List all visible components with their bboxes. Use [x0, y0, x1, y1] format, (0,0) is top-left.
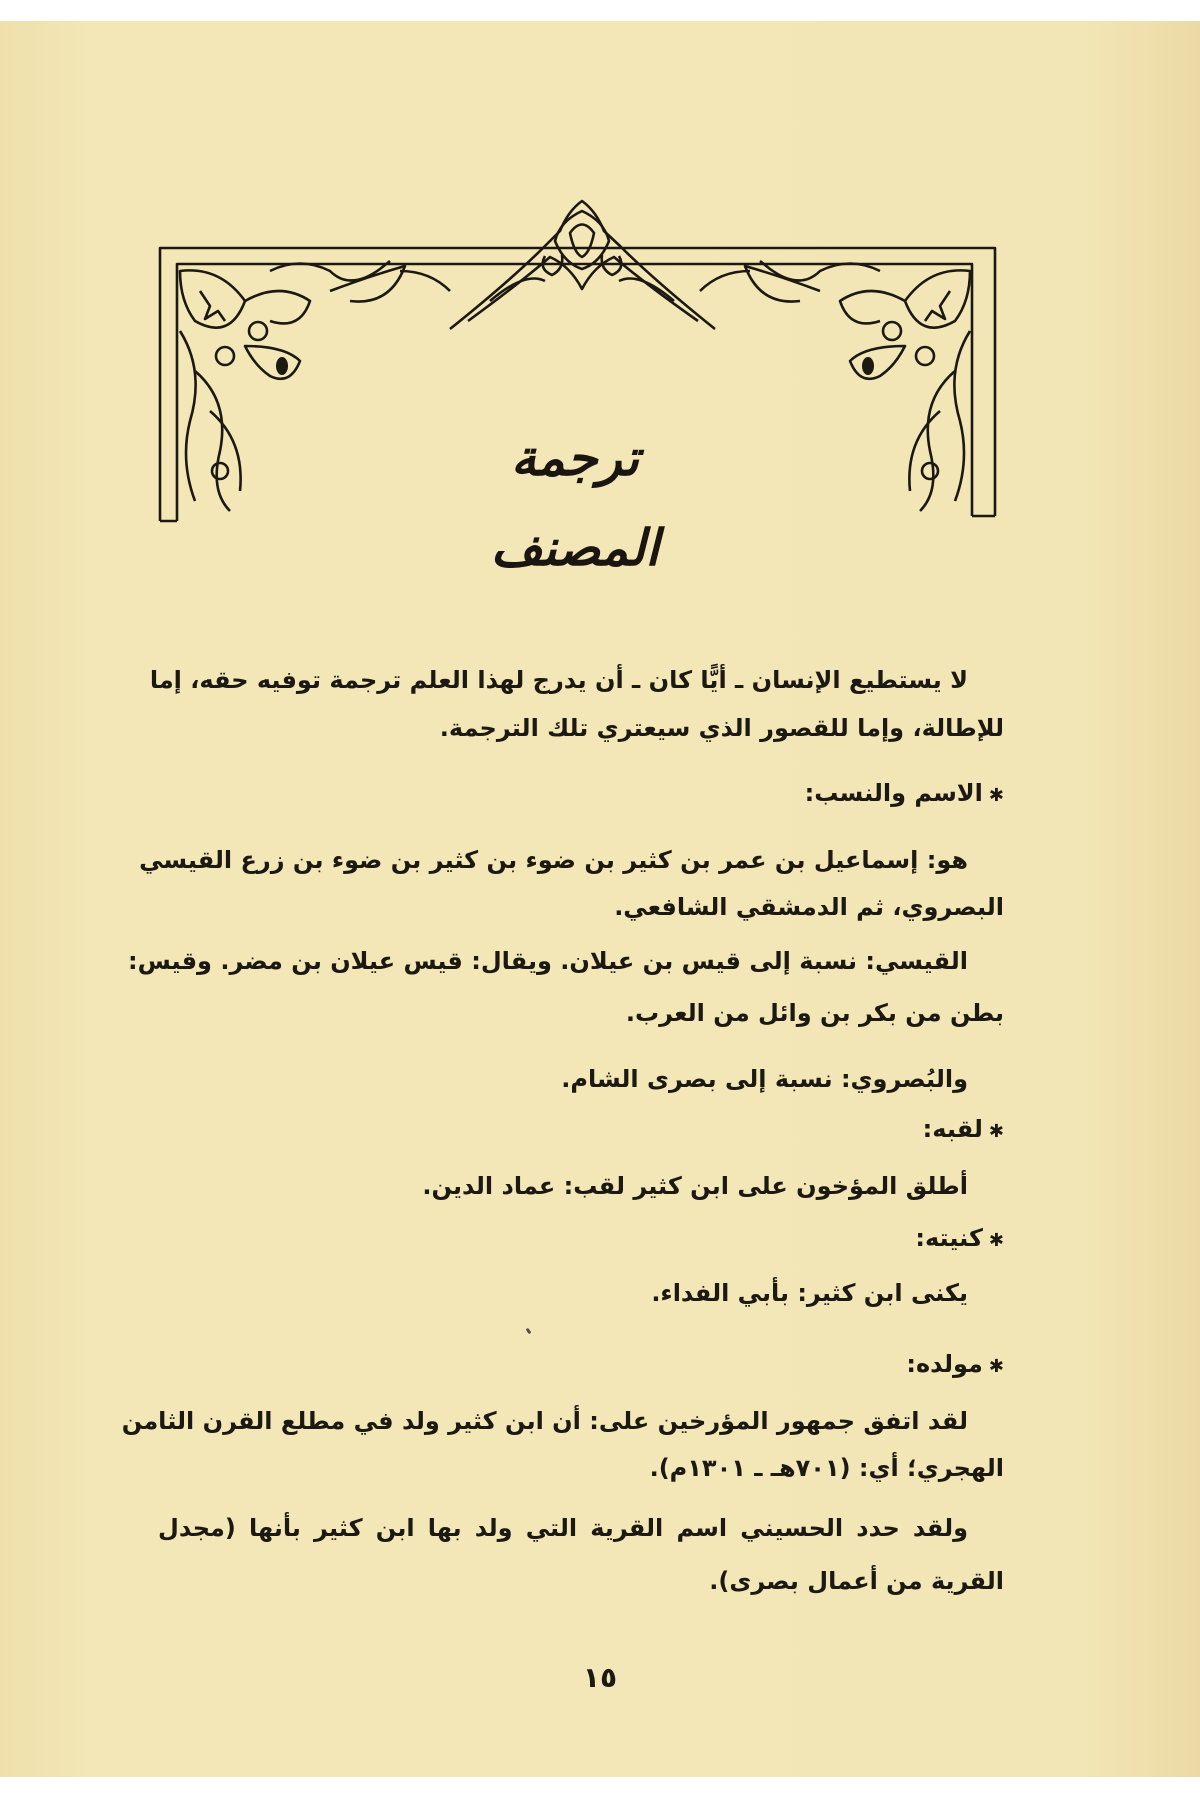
asterisk-bullet-icon: ✱: [988, 1230, 1004, 1251]
paragraph-line: البصروي، ثم الدمشقي الشافعي.: [614, 893, 1004, 921]
paragraph-line: القيسي: نسبة إلى قيس بن عيلان. ويقال: قيس عيلان بن مضر. وقيس:: [128, 947, 968, 975]
section-heading-laqab: [158, 1111, 1004, 1147]
paragraph-line: يكنى ابن كثير: بأبي الفداء.: [651, 1279, 968, 1307]
ink-speck: [526, 1328, 532, 1335]
intro-line-2: للإطالة، وإما للقصور الذي سيعتري تلك الترجمة.: [439, 714, 1004, 742]
book-page: [0, 21, 1200, 1777]
paragraph-line: بطن من بكر بن وائل من العرب.: [625, 999, 1004, 1027]
paragraph-line: الهجري؛ أي: (٧٠١هـ ـ ١٣٠١م).: [649, 1454, 1004, 1482]
section-heading-text: الاسم والنسب:: [804, 779, 983, 807]
page-number: ١٥: [582, 1661, 618, 1694]
section-heading-text: مولده:: [906, 1350, 983, 1378]
paragraph-line: لقد اتفق جمهور المؤرخين على: أن ابن كثير ولد في مطلع القرن الثامن: [121, 1407, 968, 1435]
section-heading-text: لقبه:: [922, 1115, 983, 1143]
section-heading-birth: [158, 1346, 1004, 1382]
intro-line-1: لا يستطيع الإنسان ـ أيًّا كان ـ أن يدرج لهذا العلم ترجمة توفيه حقه، إما: [149, 666, 968, 694]
paragraph-line: هو: إسماعيل بن عمر بن كثير بن ضوء بن كثير بن ضوء بن زرع القيسي: [139, 846, 968, 874]
paragraph-line: أطلق المؤخون على ابن كثير لقب: عماد الدين.: [422, 1172, 968, 1200]
asterisk-bullet-icon: ✱: [988, 1121, 1004, 1142]
paragraph-line: والبُصروي: نسبة إلى بصرى الشام.: [561, 1065, 968, 1093]
paragraph-line: ولقد حدد الحسيني اسم القرية التي ولد بها ابن كثير بأنها (مجدل: [158, 1514, 968, 1542]
section-heading-name-lineage: [158, 775, 1004, 811]
paragraph-line: القرية من أعمال بصرى).: [709, 1567, 1004, 1595]
section-heading-text: كنيته:: [915, 1224, 983, 1252]
chapter-title: ترجمة المصنف: [490, 428, 660, 577]
asterisk-bullet-icon: ✱: [988, 785, 1004, 806]
asterisk-bullet-icon: ✱: [988, 1356, 1004, 1377]
section-heading-kunya: [158, 1220, 1004, 1256]
